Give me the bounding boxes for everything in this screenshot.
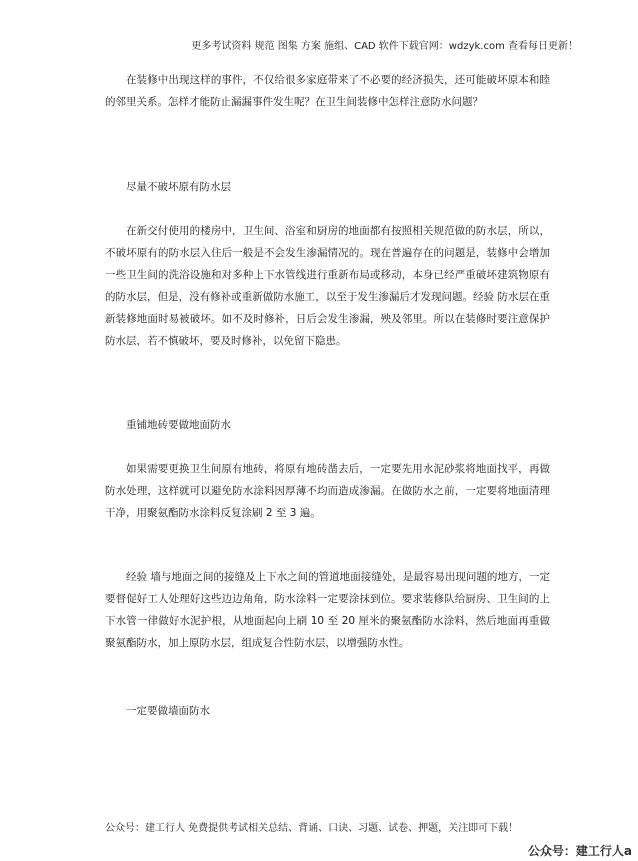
watermark: 公众号：建工行人a — [527, 844, 632, 858]
footer-note: 公众号：建工行人 免费提供考试相关总结、背诵、口诀、习题、试卷、押题，关注即可下载！ — [105, 823, 519, 834]
header-banner: 更多考试资料 规范 图集 方案 施组、CAD 软件下载官网：wdzyk.com 查看每日更新！ — [191, 41, 578, 52]
section-heading-1: 尽量不破坏原有防水层 — [126, 181, 231, 193]
section-2-experience-paragraph: 经验 墙与地面之间的接缝及上下水之间的管道地面接缝处，是最容易出现问题的地方，一定要督促好工人处理好这些边边角角，防水涂料一定要涂抹到位。要求装修队给厨房、卫生间的上下水管一律做好水泥护根，从地面起向上刷 10 至 20 厘米的聚氨酯防水涂料，然后地面再重做聚氨酯防水，加上原防水层，组成复合性防水层，以增强防水性。 — [105, 571, 550, 649]
section-heading-2: 重铺地砖要做地面防水 — [126, 419, 231, 431]
intro-paragraph: 在装修中出现这样的事件，不仅给很多家庭带来了不必要的经济损失，还可能破坏原本和睦的邻里关系。怎样才能防止漏漏事件发生呢？在卫生间装修中怎样注意防水问题？ — [105, 74, 550, 108]
section-1-paragraph: 在新交付使用的楼房中，卫生间、浴室和厨房的地面都有按照相关规范做的防水层，所以，不破坏原有的防水层入住后一般是不会发生渗漏情况的。现在普遍存在的问题是，装修中会增加一些卫生间的洗浴设施和对多种上下水管线进行重新布局或移动，本身已经严重破坏建筑物原有的防水层，但是，没有修补或重新做防水施工，以至于发生渗漏后才发现问题。经验 防水层在重新装修地面时易被破坏。如不及时修补，日后会发生渗漏，殃及邻里。所以在装修时要注意保护防水层，若不慎破坏，要及时修补，以免留下隐患。 — [105, 225, 550, 347]
section-2-paragraph: 如果需要更换卫生间原有地砖，将原有地砖凿去后，一定要先用水泥砂浆将地面找平，再做防水处理，这样就可以避免防水涂料因厚薄不均而造成渗漏。在做防水之前，一定要将地面清理干净，用聚氨酯防水涂料反复涂刷 2 至 3 遍。 — [105, 463, 550, 519]
section-heading-3: 一定要做墙面防水 — [126, 705, 210, 717]
